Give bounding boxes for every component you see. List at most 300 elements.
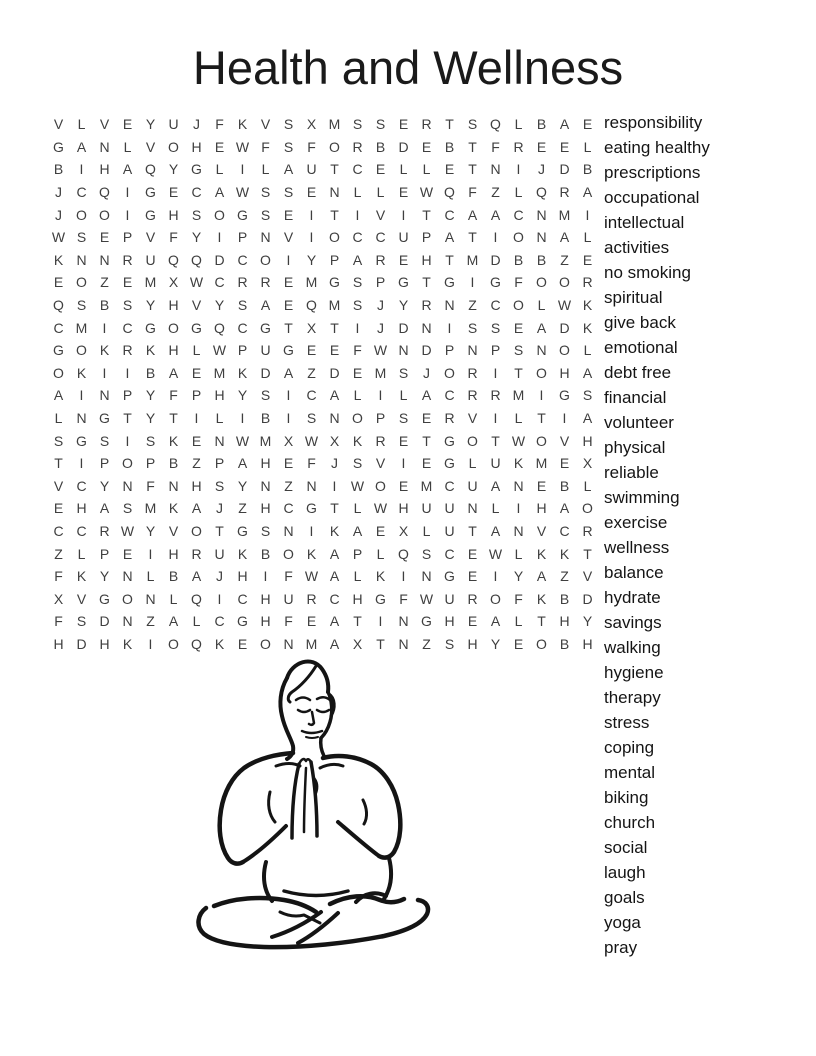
grid-cell-r16c8[interactable]: P <box>214 455 225 472</box>
grid-cell-r16c3[interactable]: P <box>99 455 110 472</box>
grid-cell-r18c19[interactable]: N <box>467 500 478 517</box>
grid-cell-r21c16[interactable]: I <box>401 568 406 585</box>
grid-cell-r11c24[interactable]: L <box>583 342 592 359</box>
grid-cell-r5c2[interactable]: O <box>76 206 87 223</box>
grid-cell-r14c16[interactable]: S <box>398 410 409 427</box>
grid-cell-r18c14[interactable]: L <box>353 500 362 517</box>
grid-cell-r2c5[interactable]: V <box>145 138 156 155</box>
grid-cell-r18c20[interactable]: L <box>491 500 500 517</box>
grid-cell-r7c1[interactable]: K <box>53 251 64 268</box>
grid-cell-r3c3[interactable]: H <box>99 161 110 178</box>
grid-cell-r7c17[interactable]: H <box>421 251 432 268</box>
grid-cell-r19c19[interactable]: T <box>468 522 477 539</box>
grid-cell-r12c21[interactable]: T <box>514 364 523 381</box>
grid-cell-r18c1[interactable]: E <box>53 500 64 517</box>
grid-cell-r1c9[interactable]: K <box>237 116 248 133</box>
grid-cell-r14c23[interactable]: I <box>562 410 567 427</box>
grid-cell-r10c11[interactable]: T <box>284 319 293 336</box>
grid-cell-r23c8[interactable]: C <box>214 613 225 630</box>
grid-cell-r24c24[interactable]: H <box>582 635 593 652</box>
grid-cell-r3c5[interactable]: Q <box>145 161 156 178</box>
grid-cell-r2c23[interactable]: E <box>559 138 570 155</box>
grid-cell-r5c19[interactable]: A <box>467 206 478 223</box>
grid-cell-r7c15[interactable]: R <box>375 251 386 268</box>
grid-cell-r1c7[interactable]: J <box>193 116 200 133</box>
grid-cell-r6c15[interactable]: C <box>375 229 386 246</box>
grid-cell-r4c18[interactable]: Q <box>444 184 455 201</box>
grid-cell-r22c1[interactable]: X <box>53 590 64 607</box>
grid-cell-r2c15[interactable]: B <box>375 138 386 155</box>
grid-cell-r8c20[interactable]: G <box>490 274 501 291</box>
grid-cell-r3c13[interactable]: T <box>330 161 339 178</box>
grid-cell-r22c10[interactable]: H <box>260 590 271 607</box>
grid-cell-r12c15[interactable]: M <box>374 364 387 381</box>
grid-cell-r11c23[interactable]: O <box>559 342 570 359</box>
grid-cell-r17c11[interactable]: Z <box>284 477 293 494</box>
grid-cell-r5c13[interactable]: T <box>330 206 339 223</box>
grid-cell-r20c3[interactable]: P <box>99 545 110 562</box>
grid-cell-r16c15[interactable]: V <box>375 455 386 472</box>
grid-cell-r7c3[interactable]: N <box>99 251 110 268</box>
grid-cell-r9c10[interactable]: A <box>260 297 271 314</box>
grid-cell-r14c21[interactable]: L <box>514 410 523 427</box>
grid-cell-r11c18[interactable]: P <box>444 342 455 359</box>
grid-cell-r11c16[interactable]: N <box>398 342 409 359</box>
grid-cell-r19c21[interactable]: N <box>513 522 524 539</box>
grid-cell-r20c24[interactable]: T <box>583 545 592 562</box>
grid-cell-r20c15[interactable]: L <box>376 545 385 562</box>
grid-cell-r22c5[interactable]: N <box>145 590 156 607</box>
grid-cell-r24c18[interactable]: S <box>444 635 455 652</box>
grid-cell-r14c18[interactable]: R <box>444 410 455 427</box>
grid-cell-r4c14[interactable]: L <box>353 184 362 201</box>
grid-cell-r6c4[interactable]: P <box>122 229 133 246</box>
grid-cell-r15c24[interactable]: H <box>582 432 593 449</box>
grid-cell-r8c15[interactable]: P <box>375 274 386 291</box>
grid-cell-r18c18[interactable]: U <box>444 500 455 517</box>
grid-cell-r20c14[interactable]: P <box>352 545 363 562</box>
grid-cell-r22c23[interactable]: B <box>559 590 570 607</box>
grid-cell-r14c14[interactable]: O <box>352 410 363 427</box>
grid-cell-r20c22[interactable]: K <box>536 545 547 562</box>
grid-cell-r11c9[interactable]: P <box>237 342 248 359</box>
grid-cell-r9c13[interactable]: M <box>328 297 341 314</box>
grid-cell-r22c20[interactable]: O <box>490 590 501 607</box>
grid-cell-r21c11[interactable]: F <box>284 568 293 585</box>
grid-cell-r4c7[interactable]: C <box>191 184 202 201</box>
grid-cell-r1c1[interactable]: V <box>53 116 64 133</box>
grid-cell-r13c24[interactable]: S <box>582 387 593 404</box>
grid-cell-r19c23[interactable]: C <box>559 522 570 539</box>
grid-cell-r4c11[interactable]: S <box>283 184 294 201</box>
grid-cell-r15c9[interactable]: W <box>235 432 250 449</box>
grid-cell-r18c21[interactable]: I <box>516 500 521 517</box>
grid-cell-r12c12[interactable]: Z <box>307 364 316 381</box>
grid-cell-r17c6[interactable]: N <box>168 477 179 494</box>
grid-cell-r19c15[interactable]: E <box>375 522 386 539</box>
grid-cell-r6c6[interactable]: F <box>169 229 178 246</box>
grid-cell-r15c18[interactable]: G <box>444 432 455 449</box>
grid-cell-r21c6[interactable]: B <box>168 568 179 585</box>
grid-cell-r12c19[interactable]: R <box>467 364 478 381</box>
grid-cell-r21c7[interactable]: A <box>191 568 202 585</box>
grid-cell-r5c12[interactable]: I <box>309 206 314 223</box>
grid-cell-r15c17[interactable]: T <box>422 432 431 449</box>
grid-cell-r24c13[interactable]: A <box>329 635 340 652</box>
grid-cell-r16c17[interactable]: E <box>421 455 432 472</box>
grid-cell-r5c14[interactable]: I <box>355 206 360 223</box>
grid-cell-r5c17[interactable]: T <box>422 206 431 223</box>
grid-cell-r8c11[interactable]: E <box>283 274 294 291</box>
grid-cell-r17c22[interactable]: E <box>536 477 547 494</box>
grid-cell-r17c16[interactable]: E <box>398 477 409 494</box>
grid-cell-r20c12[interactable]: K <box>306 545 317 562</box>
grid-cell-r1c22[interactable]: B <box>536 116 547 133</box>
grid-cell-r23c2[interactable]: S <box>76 613 87 630</box>
grid-cell-r3c2[interactable]: I <box>79 161 84 178</box>
grid-cell-r4c1[interactable]: J <box>55 184 62 201</box>
grid-cell-r7c20[interactable]: D <box>490 251 501 268</box>
grid-cell-r17c12[interactable]: N <box>306 477 317 494</box>
grid-cell-r15c3[interactable]: S <box>99 432 110 449</box>
grid-cell-r2c11[interactable]: S <box>283 138 294 155</box>
grid-cell-r4c22[interactable]: Q <box>536 184 547 201</box>
grid-cell-r24c2[interactable]: D <box>76 635 87 652</box>
grid-cell-r11c3[interactable]: K <box>99 342 110 359</box>
grid-cell-r21c20[interactable]: I <box>493 568 498 585</box>
grid-cell-r23c15[interactable]: I <box>378 613 383 630</box>
grid-cell-r10c9[interactable]: C <box>237 319 248 336</box>
grid-cell-r19c8[interactable]: T <box>215 522 224 539</box>
grid-cell-r24c15[interactable]: T <box>376 635 385 652</box>
grid-cell-r6c3[interactable]: E <box>99 229 110 246</box>
grid-cell-r4c20[interactable]: Z <box>491 184 500 201</box>
grid-cell-r13c8[interactable]: H <box>214 387 225 404</box>
grid-cell-r2c22[interactable]: E <box>536 138 547 155</box>
grid-cell-r20c16[interactable]: Q <box>398 545 409 562</box>
grid-cell-r12c8[interactable]: M <box>213 364 226 381</box>
grid-cell-r18c2[interactable]: H <box>76 500 87 517</box>
grid-cell-r1c14[interactable]: S <box>352 116 363 133</box>
grid-cell-r18c17[interactable]: U <box>421 500 432 517</box>
grid-cell-r11c22[interactable]: N <box>536 342 547 359</box>
grid-cell-r9c22[interactable]: L <box>537 297 546 314</box>
grid-cell-r8c14[interactable]: S <box>352 274 363 291</box>
grid-cell-r17c20[interactable]: A <box>490 477 501 494</box>
grid-cell-r6c20[interactable]: I <box>493 229 498 246</box>
grid-cell-r21c4[interactable]: N <box>122 568 133 585</box>
grid-cell-r2c9[interactable]: W <box>235 138 250 155</box>
grid-cell-r12c24[interactable]: A <box>582 364 593 381</box>
grid-cell-r4c6[interactable]: E <box>168 184 179 201</box>
grid-cell-r3c24[interactable]: B <box>582 161 593 178</box>
grid-cell-r5c18[interactable]: C <box>444 206 455 223</box>
grid-cell-r5c11[interactable]: E <box>283 206 294 223</box>
grid-cell-r12c20[interactable]: I <box>493 364 498 381</box>
grid-cell-r21c3[interactable]: Y <box>99 568 110 585</box>
grid-cell-r11c21[interactable]: S <box>513 342 524 359</box>
grid-cell-r22c17[interactable]: W <box>419 590 434 607</box>
grid-cell-r15c1[interactable]: S <box>53 432 64 449</box>
grid-cell-r22c11[interactable]: U <box>283 590 294 607</box>
grid-cell-r5c8[interactable]: O <box>214 206 225 223</box>
grid-cell-r23c7[interactable]: L <box>192 613 201 630</box>
grid-cell-r6c19[interactable]: T <box>468 229 477 246</box>
grid-cell-r6c23[interactable]: A <box>559 229 570 246</box>
grid-cell-r1c11[interactable]: S <box>283 116 294 133</box>
grid-cell-r15c21[interactable]: W <box>511 432 526 449</box>
grid-cell-r13c18[interactable]: C <box>444 387 455 404</box>
grid-cell-r3c7[interactable]: G <box>191 161 202 178</box>
grid-cell-r14c20[interactable]: I <box>493 410 498 427</box>
grid-cell-r10c5[interactable]: G <box>145 319 156 336</box>
grid-cell-r8c17[interactable]: T <box>422 274 431 291</box>
grid-cell-r20c7[interactable]: R <box>191 545 202 562</box>
grid-cell-r18c24[interactable]: O <box>582 500 593 517</box>
grid-cell-r2c18[interactable]: B <box>444 138 455 155</box>
grid-cell-r9c17[interactable]: R <box>421 297 432 314</box>
grid-cell-r11c15[interactable]: W <box>373 342 388 359</box>
grid-cell-r1c2[interactable]: L <box>77 116 86 133</box>
grid-cell-r9c20[interactable]: C <box>490 297 501 314</box>
grid-cell-r2c6[interactable]: O <box>168 138 179 155</box>
grid-cell-r1c21[interactable]: L <box>514 116 523 133</box>
grid-cell-r5c21[interactable]: C <box>513 206 524 223</box>
grid-cell-r16c19[interactable]: L <box>468 455 477 472</box>
grid-cell-r5c5[interactable]: G <box>145 206 156 223</box>
grid-cell-r4c24[interactable]: A <box>582 184 593 201</box>
grid-cell-r24c9[interactable]: E <box>237 635 248 652</box>
grid-cell-r15c13[interactable]: X <box>329 432 340 449</box>
grid-cell-r15c2[interactable]: G <box>76 432 87 449</box>
grid-cell-r2c13[interactable]: O <box>329 138 340 155</box>
grid-cell-r9c14[interactable]: S <box>352 297 363 314</box>
grid-cell-r24c19[interactable]: H <box>467 635 478 652</box>
grid-cell-r24c4[interactable]: K <box>122 635 133 652</box>
grid-cell-r2c10[interactable]: F <box>261 138 270 155</box>
grid-cell-r9c8[interactable]: Y <box>214 297 225 314</box>
grid-cell-r20c19[interactable]: E <box>467 545 478 562</box>
grid-cell-r19c14[interactable]: A <box>352 522 363 539</box>
grid-cell-r22c7[interactable]: Q <box>191 590 202 607</box>
grid-cell-r18c9[interactable]: Z <box>238 500 247 517</box>
grid-cell-r19c12[interactable]: I <box>309 522 314 539</box>
grid-cell-r10c21[interactable]: E <box>513 319 524 336</box>
grid-cell-r18c7[interactable]: A <box>191 500 202 517</box>
grid-cell-r24c16[interactable]: N <box>398 635 409 652</box>
grid-cell-r10c15[interactable]: J <box>377 319 384 336</box>
grid-cell-r3c11[interactable]: A <box>283 161 294 178</box>
grid-cell-r15c20[interactable]: T <box>491 432 500 449</box>
grid-cell-r4c16[interactable]: E <box>398 184 409 201</box>
grid-cell-r14c5[interactable]: Y <box>145 410 156 427</box>
grid-cell-r21c17[interactable]: N <box>421 568 432 585</box>
grid-cell-r23c21[interactable]: L <box>514 613 523 630</box>
grid-cell-r6c13[interactable]: O <box>329 229 340 246</box>
grid-cell-r24c7[interactable]: Q <box>191 635 202 652</box>
grid-cell-r22c9[interactable]: C <box>237 590 248 607</box>
grid-cell-r20c23[interactable]: K <box>559 545 570 562</box>
grid-cell-r18c5[interactable]: M <box>144 500 157 517</box>
grid-cell-r12c1[interactable]: O <box>53 364 64 381</box>
grid-cell-r24c11[interactable]: N <box>283 635 294 652</box>
grid-cell-r7c21[interactable]: B <box>513 251 524 268</box>
grid-cell-r13c21[interactable]: M <box>512 387 525 404</box>
grid-cell-r11c19[interactable]: N <box>467 342 478 359</box>
grid-cell-r23c9[interactable]: G <box>237 613 248 630</box>
grid-cell-r17c2[interactable]: C <box>76 477 87 494</box>
grid-cell-r8c2[interactable]: O <box>76 274 87 291</box>
grid-cell-r16c2[interactable]: I <box>79 455 84 472</box>
grid-cell-r16c12[interactable]: F <box>307 455 316 472</box>
grid-cell-r17c9[interactable]: Y <box>237 477 248 494</box>
grid-cell-r21c12[interactable]: W <box>304 568 319 585</box>
grid-cell-r23c3[interactable]: D <box>99 613 110 630</box>
grid-cell-r24c6[interactable]: O <box>168 635 179 652</box>
grid-cell-r12c3[interactable]: I <box>102 364 107 381</box>
grid-cell-r20c8[interactable]: U <box>214 545 225 562</box>
grid-cell-r4c23[interactable]: R <box>559 184 570 201</box>
grid-cell-r10c12[interactable]: X <box>306 319 317 336</box>
grid-cell-r7c8[interactable]: D <box>214 251 225 268</box>
grid-cell-r9c23[interactable]: W <box>557 297 572 314</box>
grid-cell-r14c1[interactable]: L <box>54 410 63 427</box>
grid-cell-r1c13[interactable]: M <box>328 116 341 133</box>
grid-cell-r15c14[interactable]: K <box>352 432 363 449</box>
grid-cell-r6c2[interactable]: S <box>76 229 87 246</box>
grid-cell-r5c15[interactable]: V <box>375 206 386 223</box>
grid-cell-r20c9[interactable]: K <box>237 545 248 562</box>
grid-cell-r21c1[interactable]: F <box>54 568 63 585</box>
grid-cell-r12c18[interactable]: O <box>444 364 455 381</box>
grid-cell-r20c17[interactable]: S <box>421 545 432 562</box>
grid-cell-r11c14[interactable]: F <box>353 342 362 359</box>
grid-cell-r15c10[interactable]: M <box>259 432 272 449</box>
grid-cell-r17c19[interactable]: U <box>467 477 478 494</box>
grid-cell-r2c16[interactable]: D <box>398 138 409 155</box>
grid-cell-r22c15[interactable]: G <box>375 590 386 607</box>
grid-cell-r15c4[interactable]: I <box>125 432 130 449</box>
grid-cell-r9c5[interactable]: Y <box>145 297 156 314</box>
grid-cell-r1c5[interactable]: Y <box>145 116 156 133</box>
grid-cell-r20c2[interactable]: L <box>77 545 86 562</box>
grid-cell-r8c24[interactable]: R <box>582 274 593 291</box>
grid-cell-r8c4[interactable]: E <box>122 274 133 291</box>
grid-cell-r1c18[interactable]: T <box>445 116 454 133</box>
grid-cell-r16c1[interactable]: T <box>54 455 63 472</box>
grid-cell-r12c2[interactable]: K <box>76 364 87 381</box>
grid-cell-r24c23[interactable]: B <box>559 635 570 652</box>
grid-cell-r4c12[interactable]: E <box>306 184 317 201</box>
grid-cell-r8c5[interactable]: M <box>144 274 157 291</box>
grid-cell-r21c10[interactable]: I <box>263 568 268 585</box>
grid-cell-r11c17[interactable]: D <box>421 342 432 359</box>
grid-cell-r8c19[interactable]: I <box>470 274 475 291</box>
grid-cell-r23c5[interactable]: Z <box>146 613 155 630</box>
grid-cell-r9c21[interactable]: O <box>513 297 524 314</box>
grid-cell-r17c7[interactable]: H <box>191 477 202 494</box>
grid-cell-r9c11[interactable]: E <box>283 297 294 314</box>
grid-cell-r10c7[interactable]: G <box>191 319 202 336</box>
grid-cell-r11c11[interactable]: G <box>283 342 294 359</box>
grid-cell-r14c22[interactable]: T <box>537 410 546 427</box>
grid-cell-r8c18[interactable]: G <box>444 274 455 291</box>
grid-cell-r1c19[interactable]: S <box>467 116 478 133</box>
grid-cell-r22c16[interactable]: F <box>399 590 408 607</box>
grid-cell-r9c6[interactable]: H <box>168 297 179 314</box>
grid-cell-r16c5[interactable]: P <box>145 455 156 472</box>
grid-cell-r16c18[interactable]: G <box>444 455 455 472</box>
grid-cell-r2c24[interactable]: L <box>583 138 592 155</box>
grid-cell-r14c19[interactable]: V <box>467 410 478 427</box>
grid-cell-r14c2[interactable]: N <box>76 410 87 427</box>
grid-cell-r13c10[interactable]: S <box>260 387 271 404</box>
grid-cell-r8c13[interactable]: G <box>329 274 340 291</box>
grid-cell-r4c13[interactable]: N <box>329 184 340 201</box>
grid-cell-r16c24[interactable]: X <box>582 455 593 472</box>
grid-cell-r11c1[interactable]: G <box>53 342 64 359</box>
grid-cell-r24c12[interactable]: M <box>305 635 318 652</box>
grid-cell-r22c3[interactable]: G <box>99 590 110 607</box>
grid-cell-r10c3[interactable]: I <box>102 319 107 336</box>
grid-cell-r23c18[interactable]: H <box>444 613 455 630</box>
grid-cell-r7c6[interactable]: Q <box>168 251 179 268</box>
grid-cell-r24c17[interactable]: Z <box>422 635 431 652</box>
grid-cell-r20c13[interactable]: A <box>329 545 340 562</box>
grid-cell-r24c3[interactable]: H <box>99 635 110 652</box>
grid-cell-r14c10[interactable]: B <box>260 410 271 427</box>
grid-cell-r22c4[interactable]: O <box>122 590 133 607</box>
grid-cell-r1c20[interactable]: Q <box>490 116 501 133</box>
grid-cell-r20c20[interactable]: W <box>488 545 503 562</box>
grid-cell-r5c3[interactable]: O <box>99 206 110 223</box>
grid-cell-r17c15[interactable]: O <box>375 477 386 494</box>
grid-cell-r16c4[interactable]: O <box>122 455 133 472</box>
grid-cell-r14c4[interactable]: T <box>123 410 132 427</box>
grid-cell-r24c8[interactable]: K <box>214 635 225 652</box>
grid-cell-r6c1[interactable]: W <box>51 229 66 246</box>
grid-cell-r23c4[interactable]: N <box>122 613 133 630</box>
grid-cell-r7c5[interactable]: U <box>145 251 156 268</box>
grid-cell-r12c9[interactable]: K <box>237 364 248 381</box>
grid-cell-r18c3[interactable]: A <box>99 500 110 517</box>
grid-cell-r3c4[interactable]: A <box>122 161 133 178</box>
grid-cell-r7c24[interactable]: E <box>582 251 593 268</box>
grid-cell-r5c6[interactable]: H <box>168 206 179 223</box>
grid-cell-r13c6[interactable]: F <box>169 387 178 404</box>
grid-cell-r16c23[interactable]: E <box>559 455 570 472</box>
grid-cell-r22c14[interactable]: H <box>352 590 363 607</box>
grid-cell-r23c10[interactable]: H <box>260 613 271 630</box>
grid-cell-r23c14[interactable]: T <box>353 613 362 630</box>
grid-cell-r10c1[interactable]: C <box>53 319 64 336</box>
grid-cell-r13c2[interactable]: I <box>79 387 84 404</box>
grid-cell-r2c3[interactable]: N <box>99 138 110 155</box>
grid-cell-r13c7[interactable]: P <box>191 387 202 404</box>
grid-cell-r23c19[interactable]: E <box>467 613 478 630</box>
grid-cell-r10c4[interactable]: C <box>122 319 133 336</box>
grid-cell-r9c12[interactable]: Q <box>306 297 317 314</box>
grid-cell-r11c13[interactable]: E <box>329 342 340 359</box>
grid-cell-r19c6[interactable]: V <box>168 522 179 539</box>
grid-cell-r5c24[interactable]: I <box>585 206 590 223</box>
grid-cell-r4c21[interactable]: L <box>514 184 523 201</box>
grid-cell-r18c11[interactable]: C <box>283 500 294 517</box>
grid-cell-r7c7[interactable]: Q <box>191 251 202 268</box>
grid-cell-r3c17[interactable]: L <box>422 161 431 178</box>
grid-cell-r3c18[interactable]: E <box>444 161 455 178</box>
grid-cell-r16c20[interactable]: U <box>490 455 501 472</box>
